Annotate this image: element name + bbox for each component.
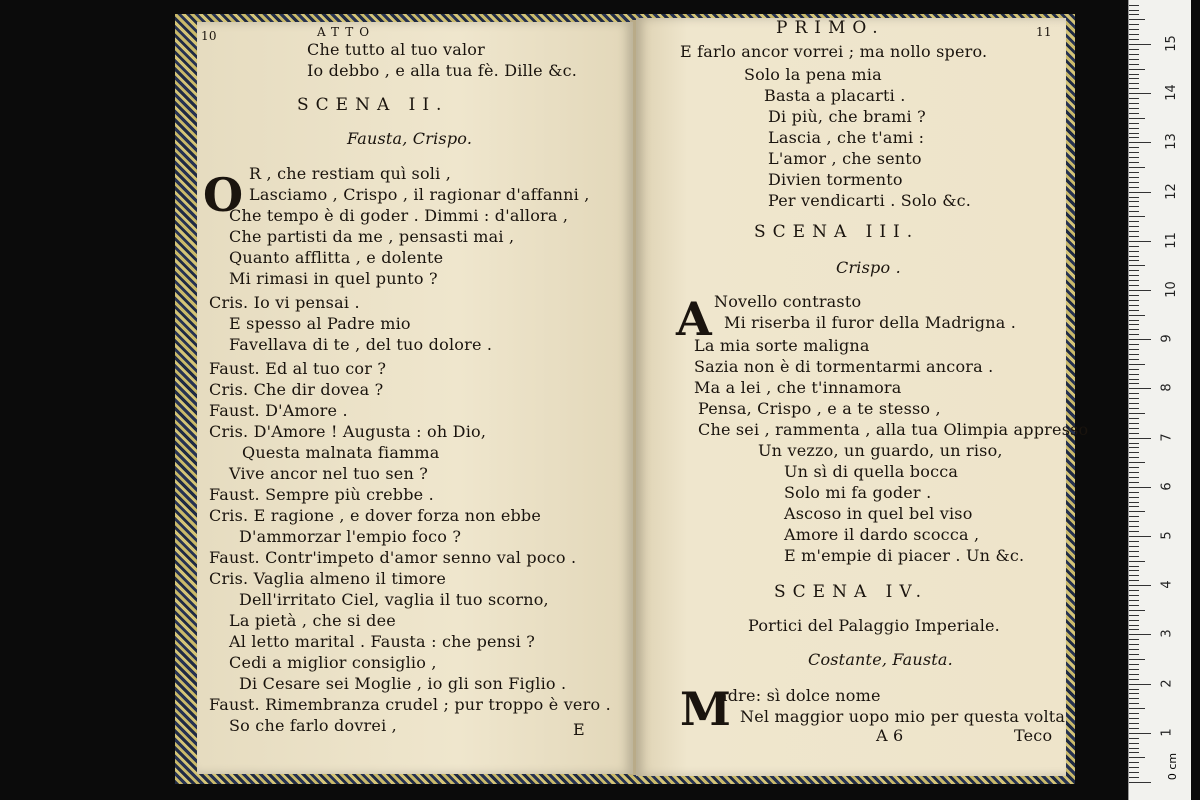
left-text-line: Faust. D'Amore .: [209, 401, 348, 420]
ruler-tick: [1129, 644, 1139, 645]
measurement-ruler: [1128, 0, 1191, 800]
left-text-line: D'ammorzar l'empio foco ?: [239, 527, 462, 546]
ruler-tick: [1129, 359, 1139, 360]
ruler-number: 7: [1159, 432, 1175, 442]
left-text-line: Che partisti da me , pensasti mai ,: [229, 227, 515, 246]
ruler-tick: [1129, 329, 1139, 330]
ruler-tick: [1129, 334, 1139, 335]
ruler-tick: [1129, 241, 1151, 242]
ruler-tick: [1129, 44, 1151, 45]
left-text-line: Che tutto al tuo valor: [307, 40, 485, 59]
ruler-tick: [1129, 324, 1139, 325]
left-text-line: Che tempo è di goder . Dimmi : d'allora ,: [229, 206, 569, 225]
ruler-tick: [1129, 69, 1145, 70]
ruler-tick: [1129, 290, 1151, 291]
right-text-line: Crispo .: [836, 258, 901, 277]
ruler-tick: [1129, 216, 1145, 217]
ruler-tick: [1129, 403, 1139, 404]
ruler-tick: [1129, 49, 1139, 50]
right-text-line: Un vezzo, un guardo, un riso,: [758, 441, 1003, 460]
ruler-tick: [1129, 659, 1145, 660]
ruler-tick: [1129, 108, 1139, 109]
ruler-tick: [1129, 162, 1139, 163]
ruler-tick: [1129, 177, 1139, 178]
ruler-tick: [1129, 703, 1139, 704]
right-text-line: SCENA III.: [754, 222, 920, 242]
ruler-tick: [1129, 698, 1139, 699]
ruler-tick: [1129, 128, 1139, 129]
ruler-tick: [1129, 413, 1145, 414]
right-text-line: Che sei , rammenta , alla tua Olimpia appresso: [698, 420, 1089, 439]
ruler-tick: [1129, 610, 1145, 611]
ruler-tick: [1129, 600, 1139, 601]
ruler-tick: [1129, 74, 1139, 75]
ruler-tick: [1129, 536, 1151, 537]
ruler-tick: [1129, 118, 1145, 119]
ruler-tick: [1129, 625, 1139, 626]
ruler-tick: [1129, 78, 1139, 79]
ruler-tick: [1129, 521, 1139, 522]
ruler-tick: [1129, 443, 1139, 444]
left-text-line: R , che restiam quì soli ,: [249, 164, 451, 183]
ruler-tick: [1129, 433, 1139, 434]
left-text-line: E spesso al Padre mio: [229, 314, 411, 333]
left-text-line: Al letto marital . Fausta : che pensi ?: [229, 632, 535, 651]
ruler-tick: [1129, 133, 1139, 134]
ruler-tick: [1129, 182, 1139, 183]
ruler-tick: [1129, 379, 1139, 380]
left-text-line: Cedi a miglior consiglio ,: [229, 653, 437, 672]
ruler-tick: [1129, 472, 1139, 473]
ruler-tick: [1129, 580, 1139, 581]
ruler-tick: [1129, 295, 1139, 296]
ruler-tick: [1129, 172, 1139, 173]
ruler-tick: [1129, 251, 1139, 252]
left-text-line: Faust. Sempre più crebbe .: [209, 485, 434, 504]
ruler-tick: [1129, 556, 1139, 557]
ruler-tick: [1129, 64, 1139, 65]
right-text-line: Di più, che brami ?: [768, 107, 926, 126]
left-text-line: So che farlo dovrei ,: [229, 716, 397, 735]
ruler-tick: [1129, 142, 1151, 143]
ruler-tick: [1129, 782, 1151, 783]
ruler-tick: [1129, 123, 1139, 124]
ruler-tick: [1129, 605, 1139, 606]
ruler-number: 5: [1159, 531, 1175, 540]
ruler-tick: [1129, 310, 1139, 311]
ruler-tick: [1129, 349, 1139, 350]
left-text-line: Mi rimasi in quel punto ?: [229, 269, 438, 288]
ruler-tick: [1129, 526, 1139, 527]
ruler-tick: [1129, 344, 1139, 345]
left-text-line: Cris. Che dir dovea ?: [209, 380, 384, 399]
ruler-number: 1: [1159, 728, 1175, 737]
ruler-tick: [1129, 206, 1139, 207]
ruler-tick: [1129, 531, 1139, 532]
ruler-tick: [1129, 280, 1139, 281]
ruler-tick: [1129, 561, 1145, 562]
ruler-tick: [1129, 383, 1139, 384]
ruler-tick: [1129, 29, 1139, 30]
right-text-line: Costante, Fausta.: [808, 650, 953, 669]
left-text-line: Lasciamo , Crispo , il ragionar d'affanni ,: [249, 185, 590, 204]
ruler-number: 12: [1163, 182, 1179, 200]
ruler-tick: [1129, 669, 1139, 670]
left-text-line: Cris. Vaglia almeno il timore: [209, 569, 447, 588]
left-text-line: SCENA II.: [297, 95, 449, 115]
left-text-line: Cris. D'Amore ! Augusta : oh Dio,: [209, 422, 487, 441]
ruler-tick: [1129, 679, 1139, 680]
ruler-tick: [1129, 566, 1139, 567]
ruler-tick: [1129, 187, 1139, 188]
left-text-line: Vive ancor nel tuo sen ?: [229, 464, 429, 483]
left-text-line: Quanto afflitta , e dolente: [229, 248, 444, 267]
ruler-tick: [1129, 590, 1139, 591]
drop-cap-o: O: [203, 168, 244, 222]
right-text-line: Novello contrasto: [714, 292, 862, 311]
ruler-tick: [1129, 59, 1139, 60]
ruler-tick: [1129, 226, 1139, 227]
ruler-tick: [1129, 275, 1139, 276]
ruler-tick: [1129, 620, 1139, 621]
ruler-tick: [1129, 738, 1139, 739]
ruler-tick: [1129, 629, 1139, 630]
ruler-tick: [1129, 634, 1151, 635]
drop-cap-a: A: [676, 292, 712, 346]
right-text-line: adre: sì dolce nome: [718, 686, 881, 705]
ruler-tick: [1129, 452, 1139, 453]
ruler-number: 6: [1159, 482, 1175, 491]
ruler-tick: [1129, 39, 1139, 40]
left-text-line: Fausta, Crispo.: [347, 129, 473, 148]
ruler-tick: [1129, 748, 1139, 749]
ruler-tick: [1129, 285, 1139, 286]
running-head-right: PRIMO.: [776, 18, 885, 38]
ruler-tick: [1129, 14, 1139, 15]
left-text-line: Faust. Rimembranza crudel ; pur troppo è vero .: [209, 695, 611, 714]
ruler-number: 3: [1159, 629, 1175, 639]
ruler-tick: [1129, 418, 1139, 419]
ruler-tick: [1129, 113, 1139, 114]
ruler-tick: [1129, 502, 1139, 503]
page-number-left: 10: [201, 29, 217, 43]
ruler-tick: [1129, 320, 1139, 321]
ruler-tick: [1129, 423, 1139, 424]
right-text-line: Ascoso in quel bel viso: [784, 504, 973, 523]
ruler-tick: [1129, 364, 1145, 365]
left-text-line: Questa malnata fiamma: [242, 443, 440, 462]
ruler-tick: [1129, 93, 1151, 94]
ruler-tick: [1129, 743, 1139, 744]
ruler-tick: [1129, 728, 1139, 729]
ruler-tick: [1129, 147, 1139, 148]
left-text-line: Io debbo , e alla tua fè. Dille &c.: [307, 61, 578, 80]
ruler-tick: [1129, 506, 1139, 507]
ruler-tick: [1129, 757, 1145, 758]
ruler-tick: [1129, 88, 1139, 89]
right-text-line: Pensa, Crispo , e a te stesso ,: [698, 399, 941, 418]
right-text-line: Ma a lei , che t'innamora: [694, 378, 902, 397]
ruler-tick: [1129, 575, 1139, 576]
ruler-tick: [1129, 684, 1151, 685]
ruler-tick: [1129, 428, 1139, 429]
ruler-tick: [1129, 595, 1139, 596]
right-text-line: Portici del Palaggio Imperiale.: [748, 616, 1000, 635]
catchword-right: Teco: [1014, 726, 1053, 745]
drop-cap-m: M: [680, 682, 731, 736]
ruler-tick: [1129, 369, 1139, 370]
ruler-tick: [1129, 639, 1139, 640]
ruler-tick: [1129, 256, 1139, 257]
right-text-line: Sazia non è di tormentarmi ancora .: [694, 357, 994, 376]
left-page: [197, 22, 633, 774]
ruler-tick: [1129, 767, 1139, 768]
ruler-tick: [1129, 708, 1145, 709]
ruler-tick: [1129, 762, 1139, 763]
ruler-unit-label: 0 cm: [1166, 752, 1180, 781]
right-text-line: E m'empie di piacer . Un &c.: [784, 546, 1025, 565]
left-text-line: Dell'irritato Ciel, vaglia il tuo scorno,: [239, 590, 549, 609]
ruler-tick: [1129, 408, 1139, 409]
ruler-tick: [1129, 664, 1139, 665]
left-text-line: Cris. E ragione , e dover forza non ebbe: [209, 506, 542, 525]
ruler-tick: [1129, 5, 1139, 6]
signature-mark: A 6: [876, 726, 904, 745]
ruler-tick: [1129, 541, 1139, 542]
ruler-tick: [1129, 649, 1139, 650]
ruler-tick: [1129, 152, 1139, 153]
ruler-tick: [1129, 733, 1151, 734]
right-text-line: E farlo ancor vorrei ; ma nollo spero.: [680, 42, 988, 61]
running-head-left: ATTO: [317, 25, 376, 39]
ruler-tick: [1129, 315, 1145, 316]
left-text-line: Di Cesare sei Moglie , io gli son Figlio .: [239, 674, 567, 693]
ruler-tick: [1129, 137, 1139, 138]
ruler-tick: [1129, 83, 1139, 84]
ruler-tick: [1129, 723, 1139, 724]
ruler-tick: [1129, 231, 1139, 232]
ruler-tick: [1129, 654, 1139, 655]
right-page: [636, 18, 1089, 776]
ruler-tick: [1129, 211, 1139, 212]
ruler-tick: [1129, 19, 1145, 20]
ruler-tick: [1129, 167, 1145, 168]
ruler-tick: [1129, 24, 1139, 25]
ruler-tick: [1129, 546, 1139, 547]
ruler-tick: [1129, 260, 1139, 261]
ruler-tick: [1129, 34, 1139, 35]
ruler-tick: [1129, 265, 1145, 266]
ruler-tick: [1129, 570, 1139, 571]
right-text-line: L'amor , che sento: [768, 149, 922, 168]
ruler-tick: [1129, 374, 1139, 375]
right-text-line: Nel maggior uopo mio per questa volta: [740, 707, 1066, 726]
ruler-tick: [1129, 270, 1139, 271]
ruler-tick: [1129, 713, 1139, 714]
right-text-line: Amore il dardo scocca ,: [784, 525, 980, 544]
right-text-line: Un sì di quella bocca: [784, 462, 959, 481]
ruler-tick: [1129, 511, 1145, 512]
ruler-tick: [1129, 388, 1151, 389]
ruler-tick: [1129, 689, 1139, 690]
ruler-tick: [1129, 393, 1139, 394]
ruler-tick: [1129, 457, 1139, 458]
ruler-tick: [1129, 305, 1139, 306]
right-text-line: Solo mi fa goder .: [784, 483, 932, 502]
left-text-line: Cris. Io vi pensai .: [209, 293, 360, 312]
ruler-tick: [1129, 10, 1139, 11]
ruler-tick: [1129, 718, 1139, 719]
ruler-tick: [1129, 103, 1139, 104]
ruler-tick: [1129, 246, 1139, 247]
ruler-number: 2: [1159, 678, 1175, 688]
ruler-tick: [1129, 777, 1139, 778]
page-number-right: 11: [1036, 25, 1052, 39]
ruler-tick: [1129, 477, 1139, 478]
ruler-tick: [1129, 339, 1151, 340]
left-text-line: La pietà , che si dee: [229, 611, 396, 630]
ruler-tick: [1129, 438, 1151, 439]
right-text-line: Basta a placarti .: [764, 86, 906, 105]
ruler-number: 14: [1163, 84, 1179, 101]
ruler-tick: [1129, 221, 1139, 222]
ruler-number: 10: [1163, 281, 1179, 298]
ruler-tick: [1129, 487, 1151, 488]
ruler-tick: [1129, 467, 1139, 468]
ruler-number: 4: [1159, 580, 1175, 589]
ruler-number: 9: [1159, 334, 1175, 343]
ruler-tick: [1129, 236, 1139, 237]
ruler-tick: [1129, 772, 1139, 773]
ruler-tick: [1129, 585, 1151, 586]
catchword-left: E: [573, 720, 585, 739]
ruler-tick: [1129, 201, 1139, 202]
ruler-number: 11: [1163, 232, 1179, 249]
ruler-tick: [1129, 54, 1139, 55]
ruler-tick: [1129, 516, 1139, 517]
ruler-tick: [1129, 497, 1139, 498]
ruler-tick: [1129, 354, 1139, 355]
ruler-number: 13: [1163, 133, 1179, 151]
right-text-line: Solo la pena mia: [744, 65, 882, 84]
ruler-tick: [1129, 197, 1139, 198]
right-text-line: Per vendicarti . Solo &c.: [768, 191, 972, 210]
ruler-number: 8: [1159, 383, 1175, 393]
ruler-tick: [1129, 551, 1139, 552]
ruler-tick: [1129, 462, 1145, 463]
ruler-tick: [1129, 752, 1139, 753]
ruler-tick: [1129, 482, 1139, 483]
ruler-tick: [1129, 300, 1139, 301]
ruler-tick: [1129, 693, 1139, 694]
ruler-tick: [1129, 492, 1139, 493]
ruler-tick: [1129, 157, 1139, 158]
ruler-tick: [1129, 98, 1139, 99]
right-text-line: Lascia , che t'ami :: [768, 128, 925, 147]
left-text-line: Faust. Contr'impeto d'amor senno val poco .: [209, 548, 577, 567]
left-text-line: Faust. Ed al tuo cor ?: [209, 359, 387, 378]
ruler-tick: [1129, 398, 1139, 399]
ruler-tick: [1129, 615, 1139, 616]
ruler-tick: [1129, 674, 1139, 675]
right-text-line: Mi riserba il furor della Madrigna .: [724, 313, 1017, 332]
ruler-tick: [1129, 192, 1151, 193]
right-text-line: Divien tormento: [768, 170, 903, 189]
left-text-line: Favellava di te , del tuo dolore .: [229, 335, 493, 354]
ruler-number: 15: [1163, 35, 1179, 52]
right-text-line: La mia sorte maligna: [694, 336, 870, 355]
right-text-line: SCENA IV.: [774, 582, 929, 602]
ruler-tick: [1129, 447, 1139, 448]
